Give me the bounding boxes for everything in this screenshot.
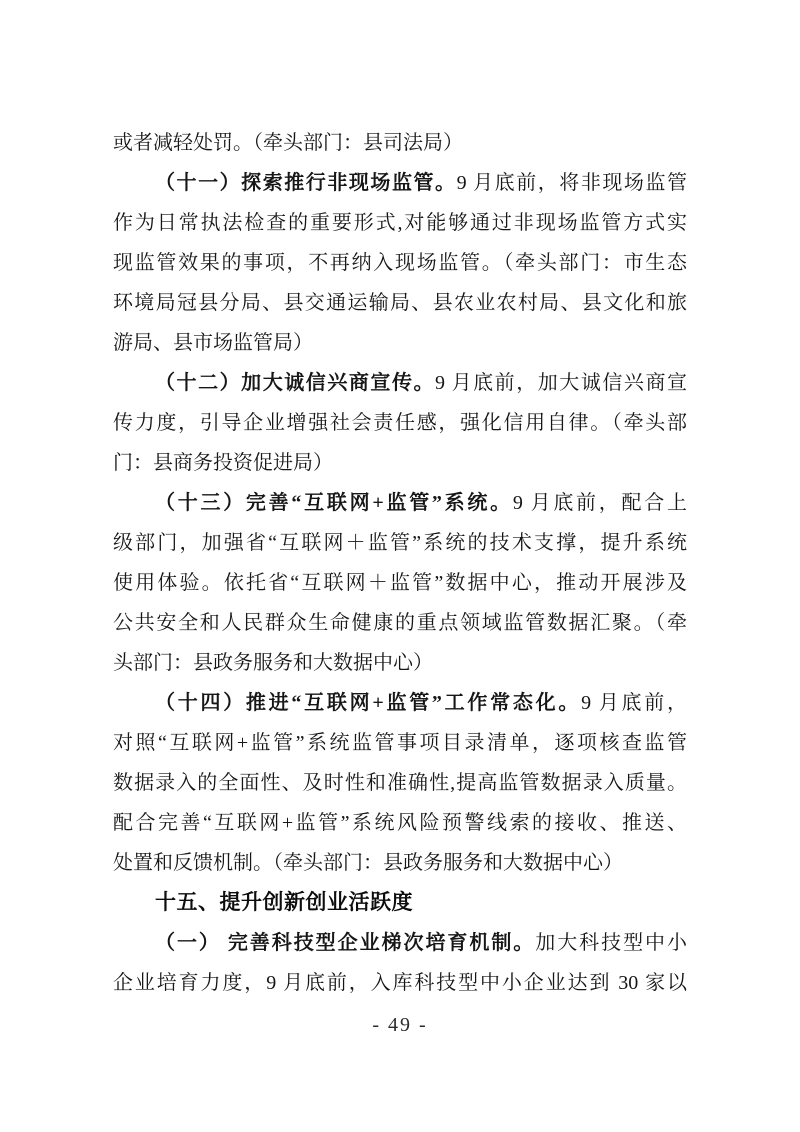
text-line xyxy=(113,123,687,163)
text-line xyxy=(113,323,687,363)
paragraph-text: 环境局冠县分局、县交通运输局、县农业农村局、县文化和旅 xyxy=(113,292,687,314)
paragraph-text: 现监管效果的事项，不再纳入现场监管。（牵头部门：市生态 xyxy=(113,252,687,274)
paragraph-text: 配合完善“互联网+监管”系统风险预警线索的接收、推送、 xyxy=(113,812,687,834)
text-line xyxy=(113,603,687,643)
paragraph-text: 对照“互联网+监管”系统监管事项目录清单，逐项核查监管 xyxy=(113,732,687,754)
section-heading: 十五、提升创新创业活跃度 xyxy=(155,891,413,914)
paragraph-lead: （一） 完善科技型企业梯次培育机制。 xyxy=(155,932,536,954)
paragraph-text: 9 月底前，将非现场监管 xyxy=(456,172,688,194)
paragraph-text: 传力度，引导企业增强社会责任感，强化信用自律。（牵头部 xyxy=(113,412,687,434)
text-line xyxy=(113,843,687,883)
text-line xyxy=(113,803,687,843)
text-line xyxy=(113,523,687,563)
paragraph-text: 头部门：县政务服务和大数据中心） xyxy=(113,652,433,674)
text-line xyxy=(113,203,687,243)
text-line xyxy=(113,243,687,283)
paragraph-lead: （十四）推进“互联网+监管”工作常态化。 xyxy=(155,692,582,714)
text-line xyxy=(113,643,687,683)
paragraph-text: 加大科技型中小 xyxy=(535,932,687,954)
document-body xyxy=(113,123,687,1003)
text-line xyxy=(113,443,687,483)
paragraph-text: 数据录入的全面性、及时性和准确性,提高监管数据录入质量。 xyxy=(113,772,687,794)
text-line xyxy=(113,403,687,443)
paragraph-text: 作为日常执法检查的重要形式,对能够通过非现场监管方式实 xyxy=(113,212,687,234)
paragraph-text: 9 月底前，加大诚信兴商宣 xyxy=(435,372,688,394)
text-line xyxy=(113,483,687,523)
text-line xyxy=(113,283,687,323)
paragraph-text: 级部门，加强省“互联网＋监管”系统的技术支撑，提升系统 xyxy=(113,532,687,554)
paragraph-text: 企业培育力度，9 月底前，入库科技型中小企业达到 30 家以 xyxy=(113,972,687,994)
text-line xyxy=(113,723,687,763)
text-line xyxy=(113,563,687,603)
text-line xyxy=(113,683,687,723)
text-line xyxy=(113,923,687,963)
paragraph-lead: （十三）完善“互联网+监管”系统。 xyxy=(155,492,513,514)
paragraph-text: 使用体验。依托省“互联网＋监管”数据中心，推动开展涉及 xyxy=(113,572,687,594)
paragraph-text: 9 月底前，配合上 xyxy=(512,492,687,514)
text-line xyxy=(113,763,687,803)
text-line xyxy=(113,363,687,403)
paragraph-text: 或者减轻处罚。（牵头部门：县司法局） xyxy=(113,132,463,154)
paragraph-text: 公共安全和人民群众生命健康的重点领域监管数据汇聚。（牵 xyxy=(113,612,687,634)
paragraph-lead: （十一）探索推行非现场监管。 xyxy=(155,172,457,194)
paragraph-text: 处置和反馈机制。（牵头部门：县政务服务和大数据中心） xyxy=(113,852,623,874)
paragraph-text: 门：县商务投资促进局） xyxy=(113,452,333,474)
page-number: - 49 - xyxy=(372,1014,428,1036)
text-line xyxy=(113,163,687,203)
paragraph-text: 游局、县市场监管局） xyxy=(113,332,313,354)
paragraph-text: 9 月底前， xyxy=(581,692,687,714)
section-heading-line xyxy=(113,883,687,923)
text-line xyxy=(113,963,687,1003)
paragraph-lead: （十二）加大诚信兴商宣传。 xyxy=(155,372,436,394)
